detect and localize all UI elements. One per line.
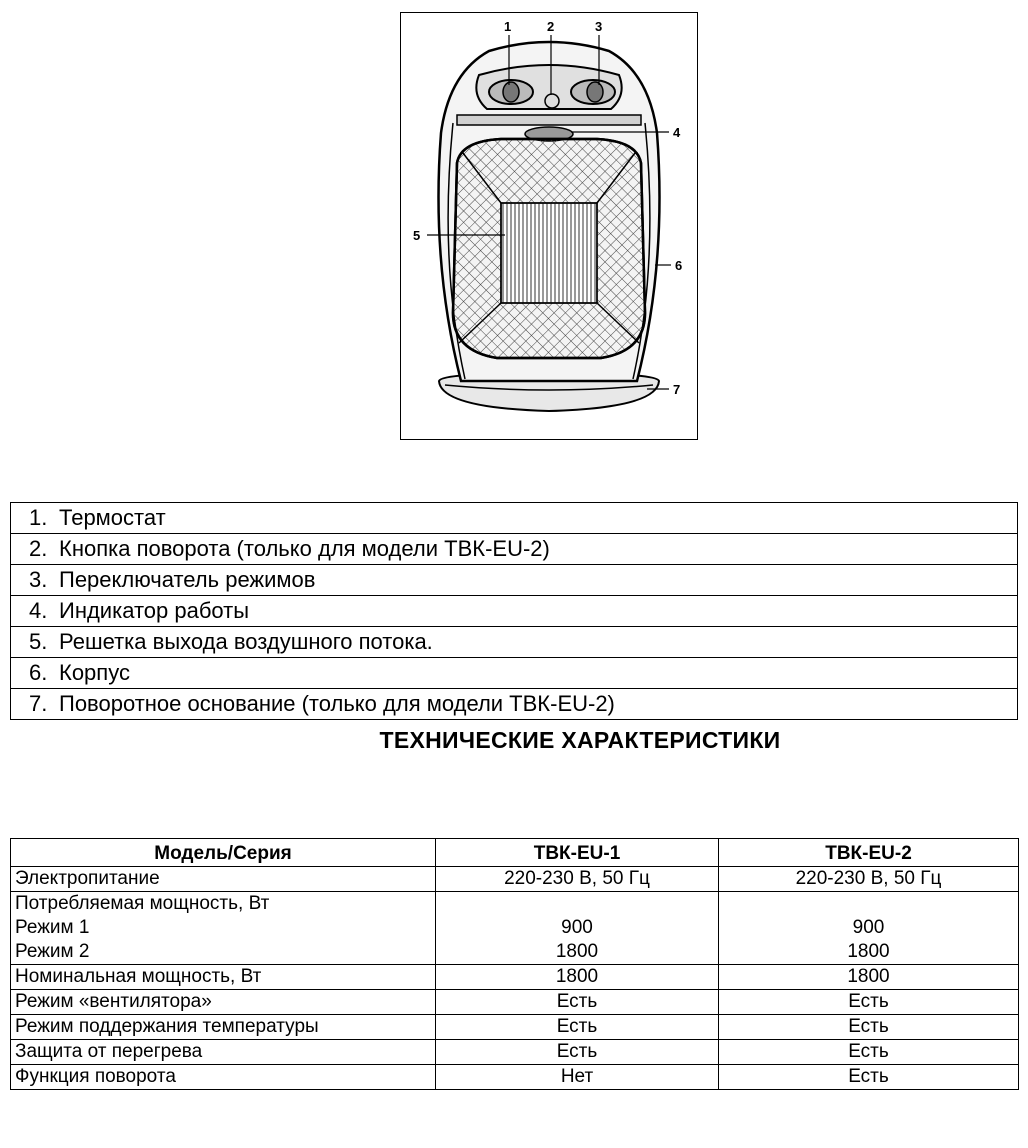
row-label-mode1: Режим 1 (15, 917, 90, 938)
callout-4: 4 (673, 125, 681, 140)
cell-value: Есть (436, 1040, 719, 1065)
item-text: Индикатор работы (59, 598, 250, 623)
row-label-mode2: Режим 2 (15, 941, 90, 962)
heater-illustration (401, 13, 697, 439)
parts-list (10, 502, 1018, 720)
specs-title: ТЕХНИЧЕСКИЕ ХАРАКТЕРИСТИКИ (379, 727, 781, 753)
table-row (11, 1015, 1019, 1040)
table-row (11, 867, 1019, 892)
row-label: Режим поддержания температуры (11, 1015, 436, 1040)
list-item (11, 689, 1018, 720)
cell-value (719, 892, 1019, 965)
row-label: Электропитание (11, 867, 436, 892)
callout-5: 5 (413, 228, 421, 243)
list-item (11, 503, 1018, 534)
table-row (11, 990, 1019, 1015)
row-label (11, 892, 436, 965)
cell-value: Есть (436, 1015, 719, 1040)
cell-value-mode1: 900 (852, 917, 885, 938)
row-label: Функция поворота (11, 1065, 436, 1090)
row-label: Режим «вентилятора» (11, 990, 436, 1015)
header-tvk-eu-2: ТВК-EU-2 (719, 839, 1019, 867)
callout-2: 2 (547, 19, 555, 34)
callout-7: 7 (673, 382, 681, 397)
callout-1: 1 (504, 19, 512, 34)
cell-value: 220-230 В, 50 Гц (719, 867, 1019, 892)
item-number: 2. (29, 536, 48, 561)
header-model: Модель/Серия (11, 839, 436, 867)
table-row (11, 1040, 1019, 1065)
cell-value (436, 892, 719, 965)
item-number: 3. (29, 567, 48, 592)
row-label: Номинальная мощность, Вт (11, 965, 436, 990)
list-item (11, 534, 1018, 565)
cell-value: Есть (436, 990, 719, 1015)
list-item (11, 565, 1018, 596)
cell-value-mode1: 900 (561, 917, 593, 938)
row-label-main: Потребляемая мощность, Вт (15, 893, 270, 914)
item-number: 5. (29, 629, 48, 654)
specs-table (10, 838, 1019, 1090)
item-number: 4. (29, 598, 48, 623)
cell-value: Есть (719, 1015, 1019, 1040)
table-row (11, 1065, 1019, 1090)
callout-3: 3 (595, 19, 603, 34)
list-item (11, 658, 1018, 689)
item-number: 6. (29, 660, 48, 685)
item-number: 1. (29, 505, 48, 530)
heater-diagram (400, 12, 698, 440)
item-text: Решетка выхода воздушного потока. (59, 629, 433, 654)
cell-value: Есть (719, 1065, 1019, 1090)
list-item (11, 596, 1018, 627)
table-row (11, 965, 1019, 990)
header-tvk-eu-1: ТВК-EU-1 (436, 839, 719, 867)
cell-value-mode2: 1800 (555, 941, 599, 962)
cell-value: Есть (719, 1040, 1019, 1065)
callout-6: 6 (675, 258, 683, 273)
cell-value-mode2: 1800 (847, 941, 890, 962)
cell-value: Есть (719, 990, 1019, 1015)
item-text: Поворотное основание (только для модели ТВК-EU-2) (59, 691, 615, 716)
list-item (11, 627, 1018, 658)
cell-value: 1800 (436, 965, 719, 990)
cell-value: Нет (436, 1065, 719, 1090)
item-text: Корпус (59, 660, 130, 685)
cell-value: 1800 (719, 965, 1019, 990)
row-label: Защита от перегрева (11, 1040, 436, 1065)
item-text: Термостат (59, 505, 166, 530)
cell-value: 220-230 В, 50 Гц (436, 867, 719, 892)
item-text: Переключатель режимов (59, 567, 316, 592)
table-header-row (11, 839, 1019, 867)
item-number: 7. (29, 691, 48, 716)
table-row (11, 892, 1019, 965)
item-text: Кнопка поворота (только для модели ТВК-EU-2) (59, 536, 550, 561)
